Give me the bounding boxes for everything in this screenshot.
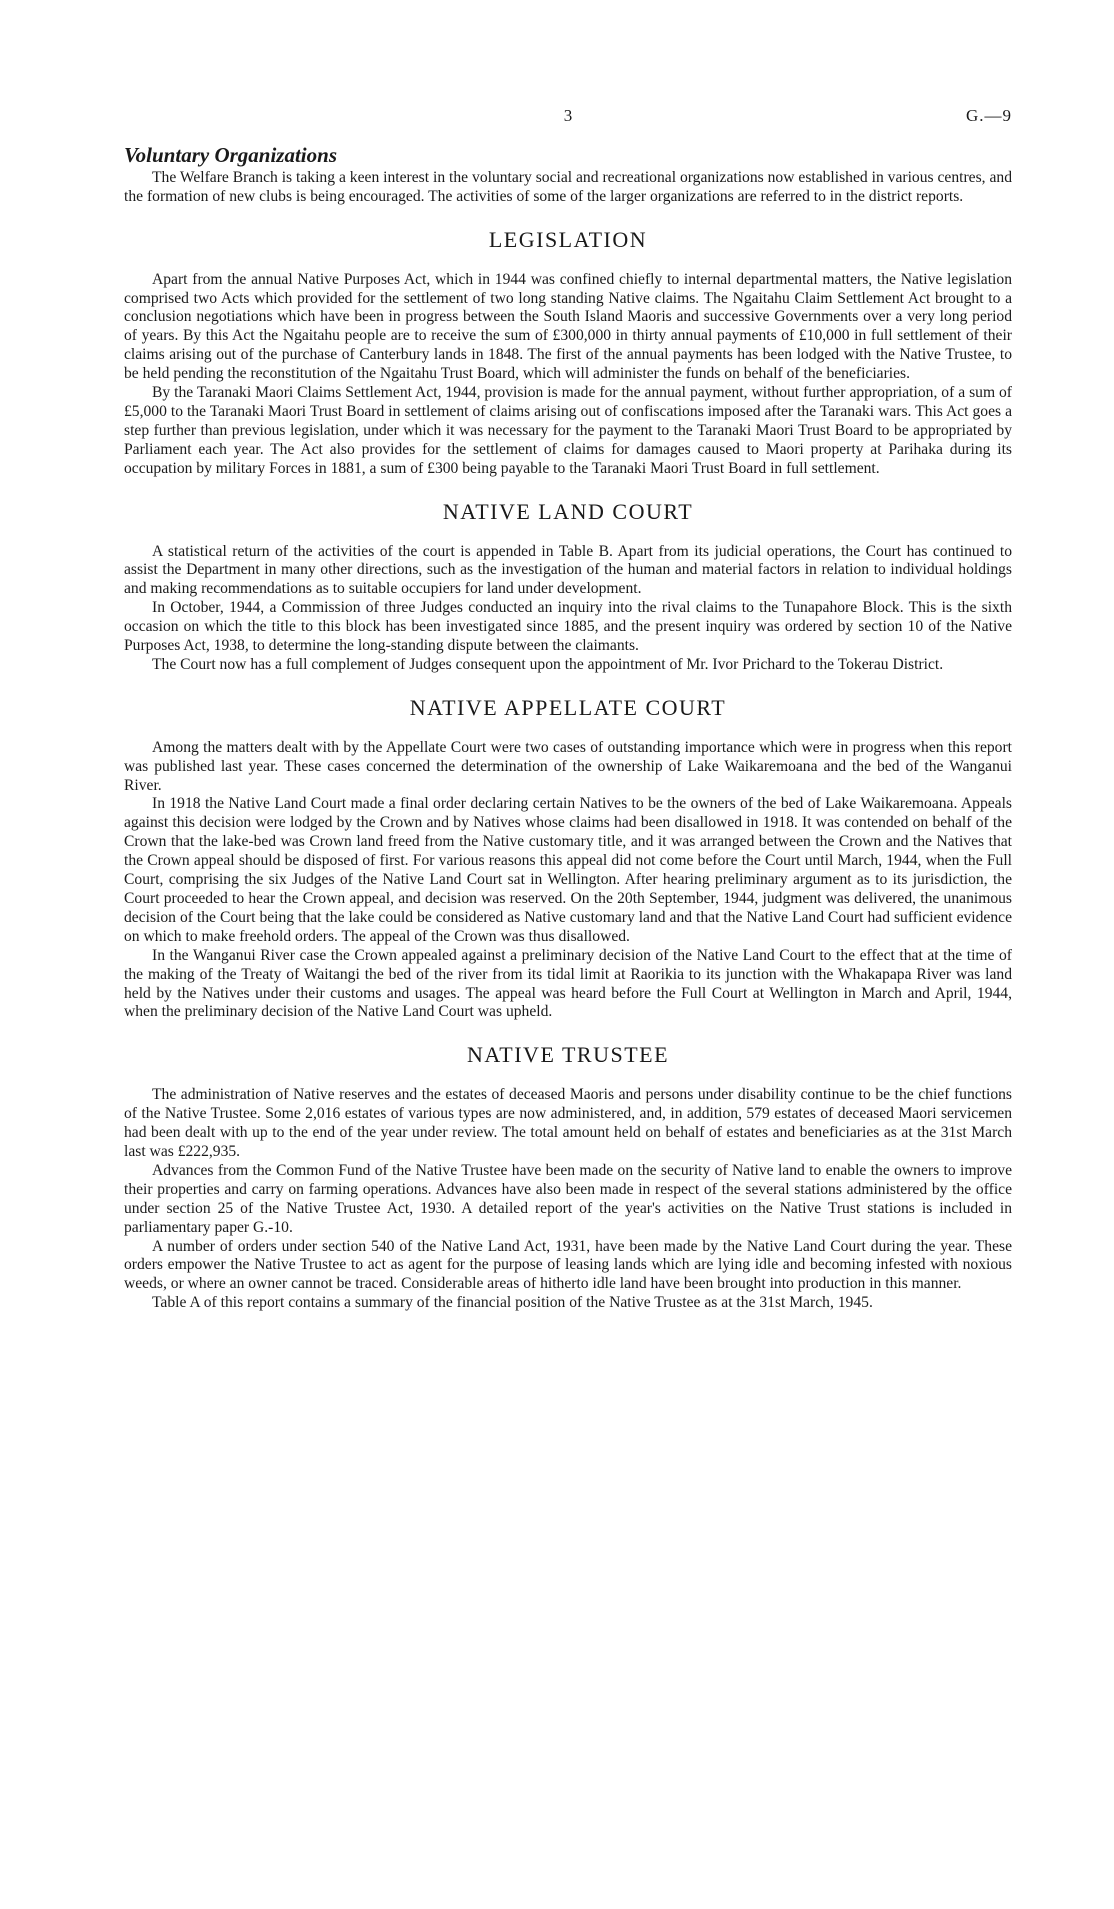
section-native-land-court <box>124 498 1012 675</box>
paragraph: A number of orders under section 540 of the Native Land Act, 1931, have been made by the Native Land Court during the year. These orders empower the Native Trustee to act as agent for the purpose of leasing lands which are lying idle and becoming infested with noxious weeds, or where an owner cannot be traced. Considerable areas of hitherto idle land have been brought into production in this manner. <box>124 1237 1012 1293</box>
page-header <box>124 0 1012 128</box>
section-native-trustee <box>124 1042 1012 1313</box>
section-voluntary-organizations <box>124 143 1012 207</box>
paragraph: Table A of this report contains a summary of the financial position of the Native Trustee as at the 31st March, 1945. <box>152 1294 873 1312</box>
paragraph: Advances from the Common Fund of the Native Trustee have been made on the security of Native land to enable the owners to improve their properties and carry on farming operations. Advances have also been made in respect of the several stations administered by the office under section 25 of the Native Trustee Act, 1930. A detailed report of the year's activities on the Native Trust stations is included in parliamentary paper G.-10. <box>124 1161 1012 1236</box>
paragraph: The Welfare Branch is taking a keen interest in the voluntary social and recreational organizations now established in various centres, and the formation of new clubs is being encouraged. The activities of some of the larger organizations are referred to in the district reports. <box>124 168 1012 205</box>
section-heading: NATIVE LAND COURT <box>442 498 694 524</box>
paragraph: A statistical return of the activities of the court is appended in Table B. Apart from its judicial operations, the Court has continued to assist the Department in many other directions, such as the investigation of the human and material factors in relation to individual holdings and making recommendations as to suitable occupiers for land under development. <box>124 542 1012 598</box>
paragraph: By the Taranaki Maori Claims Settlement Act, 1944, provision is made for the annual payment, without further appropriation, of a sum of £5,000 to the Taranaki Maori Trust Board in settlement of claims arising out of confiscations imposed after the Taranaki wars. This Act goes a step further than previous legislation, under which it was necessary for the payment to the Taranaki Maori Trust Board to be appropriated by Parliament each year. The Act also provides for the settlement of claims for damages caused to Maori property at Parihaka during its occupation by military Forces in 1881, a sum of £300 being payable to the Taranaki Maori Trust Board in full settlement. <box>124 384 1012 477</box>
section-heading: LEGISLATION <box>488 226 648 252</box>
section-heading: NATIVE TRUSTEE <box>466 1042 670 1068</box>
paragraph: Apart from the annual Native Purposes Act, which in 1944 was confined chiefly to internal departmental matters, the Native legislation comprised two Acts which provided for the settlement of two long standing Native claims. The Ngaitahu Claim Settlement Act brought to a conclusion negotiations which have been in progress between the South Island Maoris and successive Governments over a very long period of years. By this Act the Ngaitahu people are to receive the sum of £300,000 in thirty annual payments of £10,000 in full settlement of their claims arising out of the purchase of Canterbury lands in 1848. The first of the annual payments has been lodged with the Native Trustee, to be held pending the reconstitution of the Ngaitahu Trust Board, which will administer the funds on behalf of the beneficiaries. <box>124 270 1012 383</box>
section-legislation <box>124 226 1012 479</box>
paragraph: The administration of Native reserves and the estates of deceased Maoris and persons under disability continue to be the chief functions of the Native Trustee. Some 2,016 estates of various types are now administered, and, in addition, 579 estates of deceased Maori servicemen had been dealt with up to the end of the year under review. The total amount held on behalf of estates and beneficiaries as at the 31st March last was £222,935. <box>124 1086 1012 1160</box>
paragraph: In 1918 the Native Land Court made a final order declaring certain Natives to be the owners of the bed of Lake Waikaremoana. Appeals against this decision were lodged by the Crown and by Natives whose claims had been disallowed in 1918. It was contended on behalf of the Crown that the lake-bed was Crown land freed from the Native customary title, and it was arranged between the Crown and the Natives that the Crown appeal should be disposed of first. For various reasons this appeal did not come before the Court until March, 1944, when the Full Court, comprising the six Judges of the Native Land Court sat in Wellington. After hearing preliminary argument as to its jurisdiction, the Court proceeded to hear the Crown appeal, and decision was reserved. On the 20th September, 1944, judgment was delivered, the unanimous decision of the Court being that the lake could be considered as Native customary land and that the Native Land Court had sufficient evidence on which to make freehold orders. The appeal of the Crown was thus disallowed. <box>124 795 1012 945</box>
paragraph: In October, 1944, a Commission of three Judges conducted an inquiry into the rival claims to the Tunapahore Block. This is the sixth occasion on which the title to this block has been investigated since 1885, and the present inquiry was ordered by section 10 of the Native Purposes Act, 1938, to determine the long-standing dispute between the claimants. <box>124 599 1012 655</box>
section-heading: NATIVE APPELLATE COURT <box>409 694 727 720</box>
section-native-appellate-court <box>124 694 1012 1023</box>
paragraph: In the Wanganui River case the Crown appealed against a preliminary decision of the Native Land Court to the effect that at the time of the making of the Treaty of Waitangi the bed of the river from its tidal limit at Raorikia to its junction with the Whakapapa River was land held by the Natives under their customs and usages. The appeal was heard before the Full Court at Wellington in March and April, 1944, when the preliminary decision of the Native Land Court was upheld. <box>124 946 1012 1021</box>
paragraph: Among the matters dealt with by the Appellate Court were two cases of outstanding importance which were in progress when this report was published last year. These cases concerned the determination of the ownership of Lake Waikaremoana and the bed of the Wanganui River. <box>124 738 1012 794</box>
paragraph: The Court now has a full complement of Judges consequent upon the appointment of Mr. Ivor Prichard to the Tokerau District. <box>152 655 944 673</box>
document-code: G.—9 <box>965 106 1012 125</box>
page-number: 3 <box>563 106 573 125</box>
section-heading: Voluntary Organizations <box>124 143 337 167</box>
